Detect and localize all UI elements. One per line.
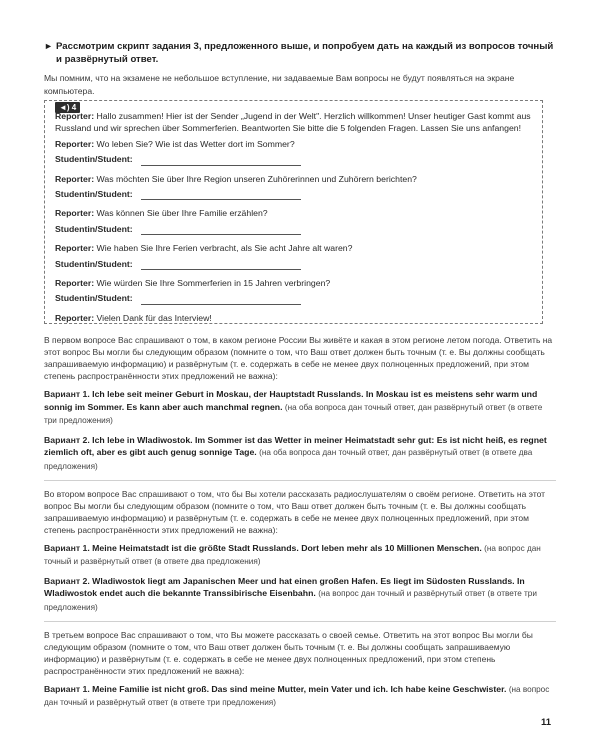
closing-text: Vielen Dank für das Interview! xyxy=(96,312,212,323)
variant-note: (на вопрос дан точный и развёрнутый ответ (в ответе два предложения) xyxy=(44,543,541,567)
variant-text: Meine Familie ist nicht groß. Das sind meine Mutter, mein Vater und ich. Ich habe keine Geschwister. xyxy=(92,683,507,694)
variant-note: (на оба вопроса дан точный ответ, дан развёрнутый ответ (в ответе три предложения) xyxy=(44,402,543,426)
section3-variant1 xyxy=(44,683,556,710)
variant-note: (на вопрос дан точный и развёрнутый ответ (в ответе три предложения) xyxy=(44,589,537,612)
student-label: Studentin/Student: xyxy=(55,258,133,269)
reporter-question xyxy=(55,242,533,254)
section2-variant2 xyxy=(44,575,556,615)
student-answer-row xyxy=(55,153,533,165)
explanations xyxy=(44,334,556,716)
speaker-label: Reporter: xyxy=(55,173,95,184)
audio-track-icon: ◄) 4 xyxy=(55,102,80,113)
variant-label: Вариант 2. xyxy=(44,434,90,445)
divider xyxy=(44,621,556,622)
section2-variant1 xyxy=(44,542,556,569)
variant-note: (на вопрос дан точный и развёрнутый ответ (в ответе три предложения) xyxy=(44,684,550,708)
reporter-text: Hallo zusammen! Hier ist der Sender „Jugend in der Welt". Herzlich willkommen! Unser heutiger Gast kommt aus Russland und wir sprechen über Sommerferien. Beantworten Sie bitte die 5 folgenden Fragen. Lassen Sie uns anfangen! xyxy=(55,111,531,134)
speaker-label: Reporter: xyxy=(55,278,95,289)
variant-label: Вариант 1. xyxy=(44,542,90,553)
task-heading-text: Рассмотрим скрипт задания 3, предложенного выше, и попробуем дать на каждый из вопросов точный и развёрнутый ответ. xyxy=(56,41,554,65)
dialogue xyxy=(55,110,533,327)
reporter-intro xyxy=(55,110,533,135)
speaker-label: Reporter: xyxy=(55,208,95,219)
reporter-question xyxy=(55,138,533,150)
student-label: Studentin/Student: xyxy=(55,189,133,200)
answer-blank-line[interactable] xyxy=(141,294,301,305)
arrow-icon: ► xyxy=(44,41,53,51)
student-answer-row xyxy=(55,258,533,270)
variant-text: Ich lebe in Wladiwostok. Im Sommer ist das Wetter in meiner Heimatstadt sehr gut: Es ist nicht heiß, es regnet ziemlich oft, aber es gibt auch genug sonnige Tage. xyxy=(44,434,547,458)
section1-variant2 xyxy=(44,434,556,474)
variant-text: Wladiwostok liegt am Japanischen Meer und hat einen großen Hafen. Es liegt im Südosten Russlands. In Wladiwostok endet auch die bekannte Transsibirische Eisenbahn. xyxy=(44,575,525,599)
speaker-label: Reporter: xyxy=(55,243,95,254)
student-answer-row xyxy=(55,188,533,200)
answer-blank-line[interactable] xyxy=(141,155,301,166)
student-label: Studentin/Student: xyxy=(55,154,133,165)
divider xyxy=(44,480,556,481)
student-answer-row xyxy=(55,223,533,235)
variant-text: Meine Heimatstadt ist die größte Stadt Russlands. Dort leben mehr als 10 Millionen Menschen. xyxy=(92,542,482,553)
question-text: Wie haben Sie Ihre Ferien verbracht, als Sie acht Jahre alt waren? xyxy=(96,243,353,254)
interview-script-box xyxy=(44,100,543,324)
variant-label: Вариант 1. xyxy=(44,389,90,399)
student-label: Studentin/Student: xyxy=(55,293,133,304)
task-note: Мы помним, что на экзамене не небольшое вступление, ни задаваемые Вам вопросы не будут появляться на экране компьютера. xyxy=(44,73,515,96)
answer-blank-line[interactable] xyxy=(141,189,301,200)
variant-note: (на оба вопроса дан точный ответ, дан развёрнутый ответ (в ответе два предложения) xyxy=(44,448,533,471)
student-label: Studentin/Student: xyxy=(55,223,133,234)
task-heading xyxy=(44,40,556,66)
page-number: 11 xyxy=(541,717,552,728)
speaker-label: Reporter: xyxy=(55,138,95,149)
section1-intro: В первом вопросе Вас спрашивают о том, в каком регионе России Вы живёте и какая в этом регионе летом погода. Ответить на этот вопрос Вы могли бы следующим образом (помните о том, что Ваш ответ должен быть точным (т. е. Вы должны сообщать запрашиваемую информацию) и развёрнутым (т. е. содержать в себе не менее двух полноценных предложений, при этом степень распространённости этих предложений не важна): xyxy=(44,335,553,381)
reporter-question xyxy=(55,173,533,185)
task-block xyxy=(44,40,556,97)
question-text: Wo leben Sie? Wie ist das Wetter dort im Sommer? xyxy=(96,138,295,149)
question-text: Was möchten Sie über Ihre Region unseren Zuhörerinnen und Zuhörern berichten? xyxy=(96,173,417,184)
student-answer-row xyxy=(55,292,533,304)
reporter-closing xyxy=(55,312,533,324)
variant-label: Вариант 2. xyxy=(44,575,90,586)
reporter-question xyxy=(55,277,533,289)
question-text: Was können Sie über Ihre Familie erzählen? xyxy=(96,208,268,219)
section3-intro: В третьем вопросе Вас спрашивают о том, что Вы можете рассказать о своей семье. Ответить на этот вопрос Вы могли бы следующим образом (помните о том, что Ваш ответ должен быть точным (т. е. Вы должны сообщать запрашиваемую информацию) и развёрнутым (т. е. содержать в себе не менее двух полноценных предложений, при этом степень распространённости этих предложений не важна): xyxy=(44,629,533,676)
section1-variant1 xyxy=(44,388,556,428)
section2-intro: Во втором вопросе Вас спрашивают о том, что бы Вы хотели рассказать радиослушателям о своём регионе. Ответить на этот вопрос Вы могли бы следующим образом (помните о том, что Ваш ответ должен быть точным (т. е. Вы должны сообщать запрашиваемую информацию) и развёрнутым (т. е. содержать в себе не менее двух полноценных предложений, при этом степень распространённости этих предложений не важна): xyxy=(44,488,546,535)
question-text: Wie würden Sie Ihre Sommerferien in 15 Jahren verbringen? xyxy=(96,278,331,289)
speaker-label: Reporter: xyxy=(55,111,95,121)
answer-blank-line[interactable] xyxy=(141,224,301,235)
speaker-label: Reporter: xyxy=(55,312,95,323)
reporter-question xyxy=(55,207,533,219)
answer-blank-line[interactable] xyxy=(141,259,301,270)
variant-text: Ich lebe seit meiner Geburt in Moskau, der Hauptstadt Russlands. In Moskau ist es meistens sehr warm und sonnig im Sommer. Es kann aber auch manchmal regnen. xyxy=(44,389,538,412)
variant-label: Вариант 1. xyxy=(44,683,90,694)
